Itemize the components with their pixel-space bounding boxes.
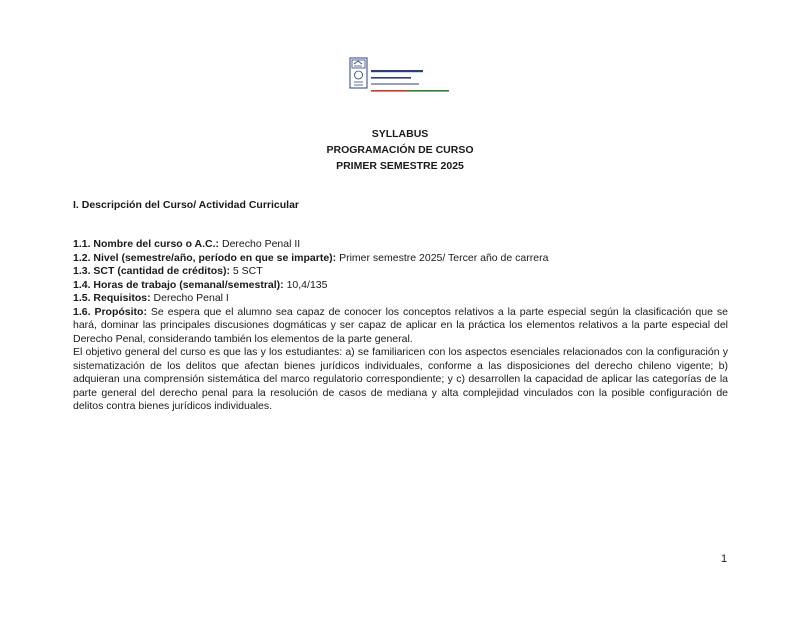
item-horas [73,279,728,293]
objective-paragraph: El objetivo general del curso es que las y los estudiantes: a) se familiaricen con los aspectos esenciales relacionados con la configuración y sistematización de los delitos que afectan bienes jurídicos individuales, conforme a las disposiciones del derecho chileno vigente; b) adquieran una comprensión sistemática del marco regulatorio correspondiente; y c) desarrollen la capacidad de aplicar las categorías de la parte general del derecho penal para la resolución de casos de mediana y alta complejidad vinculados con la posible configuración de delitos contra bienes jurídicos individuales. [73,346,728,412]
university-seal-icon [350,58,367,88]
item-value: Se espera que el alumno sea capaz de conocer los conceptos relativos a la parte especial según la clasificación que se hará, dominar las principales discusiones dogmáticas y ser capaz de aplicar en la práctica los elementos relativos a la parte especial del Derecho Penal, considerando también los elementos de la parte general. [73,305,728,345]
item-label: 1.1. Nombre del curso o A.C.: [73,238,220,250]
item-label: 1.2. Nivel (semestre/año, período en que se imparte): [73,251,337,264]
university-wordmark [371,70,423,85]
item-label: 1.5. Requisitos: [73,292,151,304]
title-semestre: PRIMER SEMESTRE 2025 [336,160,464,172]
section-heading: I. Descripción del Curso/ Actividad Curricular [73,199,300,211]
item-nombre [73,238,728,252]
item-value: Derecho Penal I [150,292,229,304]
item-value: 5 SCT [229,265,263,277]
title-programacion: PROGRAMACIÓN DE CURSO [326,144,474,156]
item-sct [73,265,728,279]
item-value: Primer semestre 2025/ Tercer año de carrera [336,251,549,264]
item-proposito [73,306,728,347]
item-label: 1.6. Propósito: [73,305,147,318]
item-value: Derecho Penal II [219,238,301,250]
item-value: 10,4/135 [283,278,328,291]
item-label: 1.4. Horas de trabajo (semanal/semestral): [73,278,284,291]
course-description [73,238,728,414]
university-logo [349,57,451,93]
page-number: 1 [721,553,728,565]
item-nivel [73,252,728,266]
item-requisitos [73,292,728,306]
document-title-block [0,126,800,174]
item-label: 1.3. SCT (cantidad de créditos): [73,265,230,277]
title-syllabus: SYLLABUS [371,128,429,140]
